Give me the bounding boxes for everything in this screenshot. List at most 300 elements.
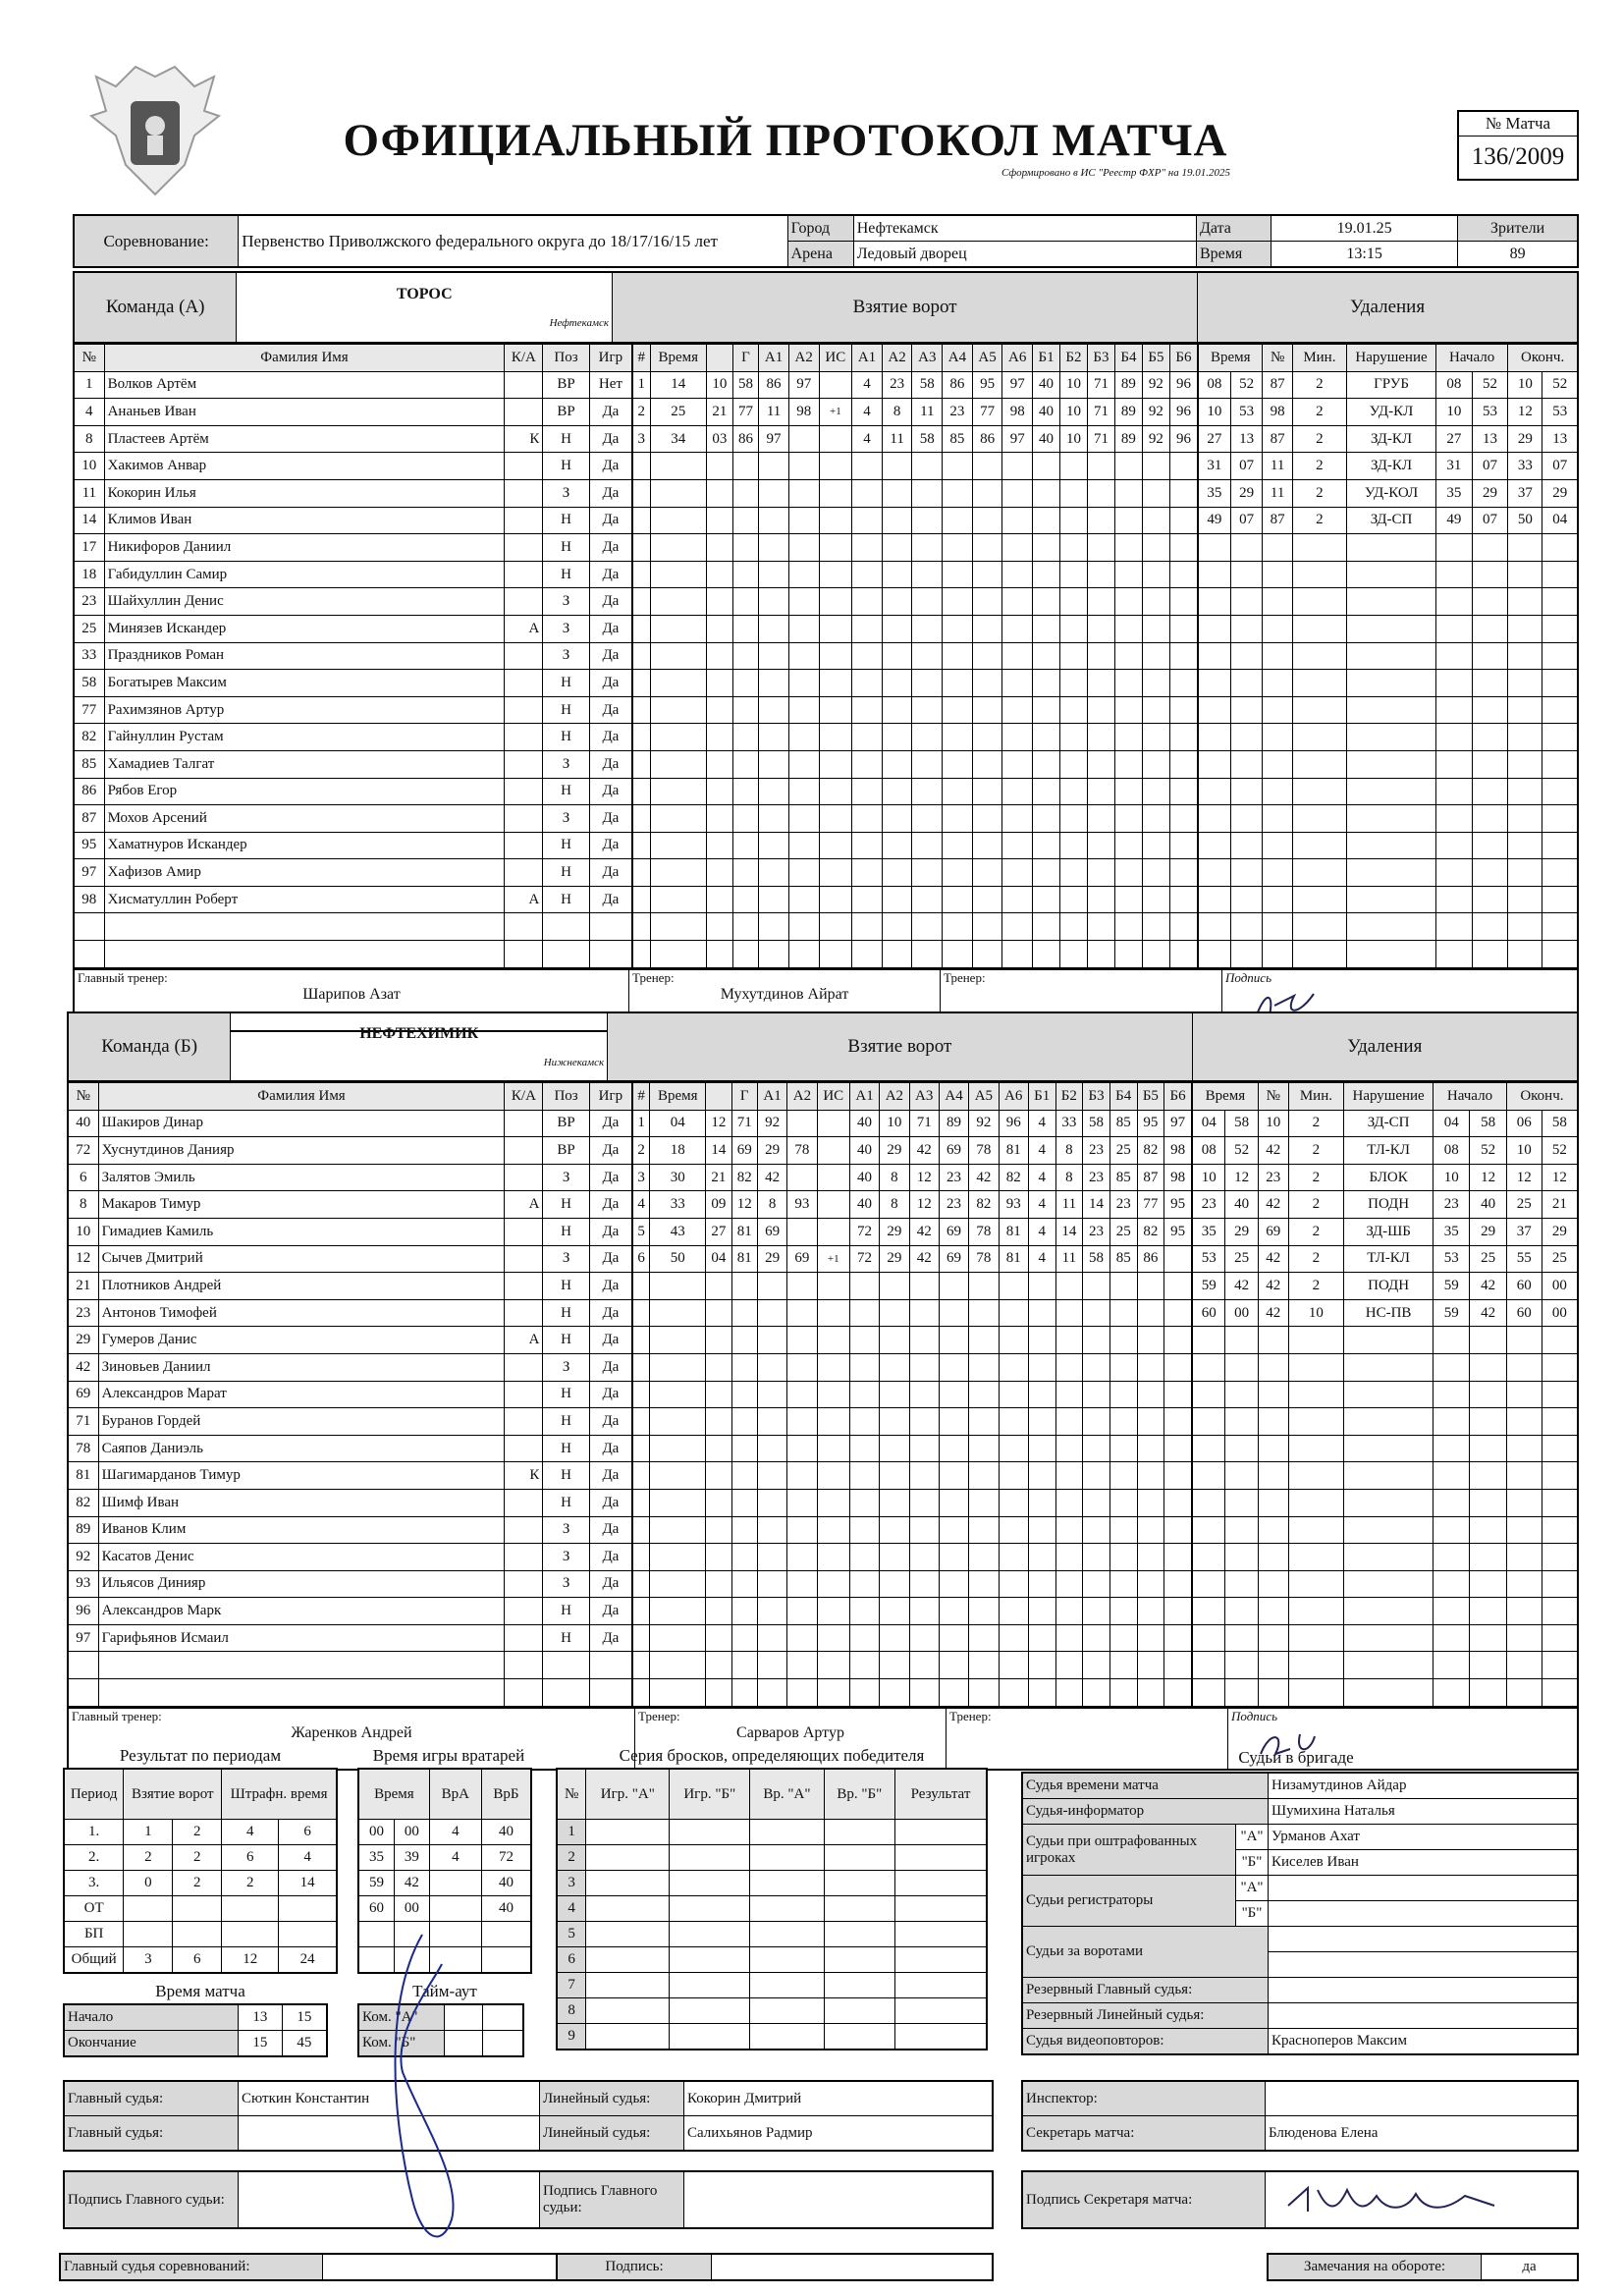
goal-cell <box>939 1273 968 1300</box>
goal-cell <box>939 1408 968 1436</box>
goal-cell <box>817 1218 849 1245</box>
goal-cell <box>1164 1299 1192 1327</box>
penalty-cell <box>1225 1679 1258 1707</box>
goal-cell <box>707 805 733 833</box>
penalty-cell <box>1542 670 1578 697</box>
player-position: Н <box>543 778 589 805</box>
result-cell <box>173 1922 222 1947</box>
penalty-row <box>1199 588 1579 616</box>
goal-cell <box>1109 1516 1137 1544</box>
penalty-cell <box>1470 1624 1506 1652</box>
penalty-cell <box>1225 1544 1258 1571</box>
goal-cell <box>759 696 789 724</box>
goal-cell <box>1087 832 1114 859</box>
result-row <box>64 1820 337 1845</box>
player-played <box>589 1679 631 1707</box>
goal-cell <box>943 886 973 913</box>
comp-sign-table <box>556 2253 994 2281</box>
player-name: Хамадиев Талгат <box>104 750 505 778</box>
player-name: Макаров Тимур <box>98 1191 505 1219</box>
result-cell <box>279 1922 337 1947</box>
roster-row <box>68 1570 632 1598</box>
penalty-cell: 2 <box>1292 371 1346 399</box>
goal-cell <box>999 1462 1028 1490</box>
goal-cell: 96 <box>1169 425 1197 453</box>
goal-cell <box>1033 670 1060 697</box>
penalty-cell: 2 <box>1288 1218 1343 1245</box>
goal-cell <box>732 832 759 859</box>
penalty-cell: 12 <box>1506 1164 1542 1191</box>
goal-cell <box>788 642 819 670</box>
goal-cell <box>880 1273 909 1300</box>
goal-row <box>633 805 1198 833</box>
penalty-cell <box>1292 615 1346 642</box>
penalty-cell: 52 <box>1230 371 1263 399</box>
penalty-cell <box>1263 886 1292 913</box>
goal-cell <box>1164 1516 1192 1544</box>
match-number-box <box>1457 110 1579 181</box>
goal-cell <box>819 778 852 805</box>
goal-cell <box>650 588 707 616</box>
remarks-table <box>1267 2253 1579 2281</box>
goal-cell: 58 <box>912 371 943 399</box>
player-played: Да <box>589 1110 631 1137</box>
goal-cell <box>1002 941 1033 968</box>
col-onice-10: Б4 <box>1109 1083 1137 1111</box>
penalty-cell <box>1436 859 1473 887</box>
goal-cell: 89 <box>1114 399 1142 426</box>
penalty-row <box>1199 479 1579 507</box>
goal-cell <box>1164 1245 1192 1273</box>
goal-cell <box>732 615 759 642</box>
col-goal-time2 <box>706 1083 731 1111</box>
penalty-cell <box>1292 588 1346 616</box>
player-played <box>589 913 631 941</box>
goal-cell <box>999 1353 1028 1381</box>
roster-row <box>74 507 632 534</box>
goal-cell <box>819 859 852 887</box>
goal-cell <box>1060 561 1088 588</box>
col-goal-num: # <box>633 345 651 372</box>
team-a-header <box>73 271 1579 344</box>
player-played: Да <box>589 1381 631 1408</box>
penalty-cell <box>1347 886 1436 913</box>
goal-cell <box>912 588 943 616</box>
penalty-cell <box>1542 805 1578 833</box>
penalty-cell: 2 <box>1288 1191 1343 1219</box>
player-role <box>505 750 543 778</box>
penalty-cell <box>1347 724 1436 751</box>
goal-cell <box>939 1516 968 1544</box>
col-pen-start: Начало <box>1436 345 1508 372</box>
penalty-cell <box>1225 1652 1258 1679</box>
roster-row <box>74 724 632 751</box>
goal-cell <box>1087 778 1114 805</box>
ref-reserve-line: Резервный Линейный судья: <box>1022 2003 1269 2029</box>
penalty-cell <box>1258 1598 1288 1625</box>
team-a-city: Нефтекамск <box>549 317 610 329</box>
timeout-a: Ком. "А" <box>358 2004 445 2031</box>
goal-cell <box>787 1299 817 1327</box>
goal-cell: 95 <box>972 371 1002 399</box>
shootout-cell <box>670 2024 750 2050</box>
goal-cell <box>1142 913 1169 941</box>
goal-cell <box>1002 507 1033 534</box>
penalty-cell <box>1292 913 1346 941</box>
penalty-cell <box>1508 778 1542 805</box>
goal-cell <box>939 1435 968 1462</box>
penalty-row <box>1193 1353 1579 1381</box>
goal-cell <box>633 615 651 642</box>
signature-secretary-icon <box>1269 2176 1524 2219</box>
goal-cell <box>787 1218 817 1245</box>
player-name <box>98 1652 505 1679</box>
goal-cell <box>1055 1652 1083 1679</box>
info-table <box>73 214 1579 268</box>
goal-cell <box>650 805 707 833</box>
col-onice-11: Б5 <box>1142 345 1169 372</box>
penalty-cell <box>1263 534 1292 562</box>
goal-cell <box>1109 1624 1137 1652</box>
goal-cell <box>706 1598 731 1625</box>
goal-cell <box>1060 479 1088 507</box>
goal-cell <box>707 479 733 507</box>
goal-cell <box>819 696 852 724</box>
shootout-cell <box>824 1947 894 1973</box>
penalty-cell <box>1288 1598 1343 1625</box>
goal-cell: 33 <box>650 1191 706 1219</box>
goal-cell <box>732 534 759 562</box>
goal-cell <box>939 1652 968 1679</box>
goal-cell <box>852 534 883 562</box>
team-b-label: Команда (Б) <box>68 1012 231 1081</box>
goal-cell <box>1137 1679 1164 1707</box>
roster-row <box>74 941 632 968</box>
player-number: 86 <box>74 778 104 805</box>
penalty-cell: 69 <box>1258 1218 1288 1245</box>
goal-cell <box>1087 642 1114 670</box>
goal-cell <box>1087 859 1114 887</box>
col-pen-end: Оконч. <box>1508 345 1578 372</box>
roster-row <box>74 453 632 480</box>
penalty-cell: 58 <box>1225 1110 1258 1137</box>
goal-cell <box>633 886 651 913</box>
penalty-cell <box>1434 1679 1470 1707</box>
penalty-cell: 12 <box>1225 1164 1258 1191</box>
roster-row <box>74 750 632 778</box>
penalty-cell <box>1263 724 1292 751</box>
goal-cell <box>633 561 651 588</box>
result-cell: 2 <box>173 1820 222 1845</box>
shootout-cell <box>670 1922 750 1947</box>
roster-row <box>74 561 632 588</box>
goal-cell <box>1109 1435 1137 1462</box>
player-role <box>505 1245 543 1273</box>
goal-cell <box>1002 886 1033 913</box>
goal-cell <box>969 1624 999 1652</box>
penalty-cell <box>1225 1516 1258 1544</box>
goal-cell <box>1060 534 1088 562</box>
col-onice-12: Б6 <box>1169 345 1197 372</box>
penalty-cell <box>1230 913 1263 941</box>
goal-cell: 50 <box>650 1245 706 1273</box>
player-name: Хуснутдинов Данияр <box>98 1137 505 1165</box>
goal-cell: 78 <box>969 1137 999 1165</box>
goal-cell <box>732 941 759 968</box>
goal-cell: 42 <box>909 1218 939 1245</box>
penalty-cell: УД-КЛ <box>1347 399 1436 426</box>
goal-cell <box>1087 507 1114 534</box>
goal-cell <box>1002 642 1033 670</box>
goal-cell <box>972 588 1002 616</box>
col-is: ИС <box>817 1083 849 1111</box>
penalty-cell <box>1434 1489 1470 1516</box>
goal-row <box>633 1652 1192 1679</box>
goal-cell <box>1142 561 1169 588</box>
penalty-cell <box>1508 941 1542 968</box>
penalty-cell <box>1542 1353 1578 1381</box>
player-position: Н <box>543 425 589 453</box>
goal-cell: 81 <box>999 1137 1028 1165</box>
penalty-cell <box>1472 832 1508 859</box>
goal-cell <box>707 534 733 562</box>
player-played: Да <box>589 399 631 426</box>
penalty-row <box>1199 642 1579 670</box>
player-played: Да <box>589 1273 631 1300</box>
penalty-row <box>1193 1164 1579 1191</box>
goal-cell <box>1142 670 1169 697</box>
goal-cell <box>880 1435 909 1462</box>
goal-cell <box>817 1516 849 1544</box>
penalty-cell: ЗД-КЛ <box>1347 425 1436 453</box>
city: Нефтекамск <box>853 215 1196 242</box>
penalty-row <box>1193 1327 1579 1354</box>
penalty-cell <box>1508 724 1542 751</box>
penalty-cell <box>1288 1624 1343 1652</box>
coach2-label: Тренер: <box>949 1708 992 1723</box>
goal-cell <box>880 1652 909 1679</box>
goal-cell <box>1109 1489 1137 1516</box>
result-cell: 6 <box>222 1845 279 1871</box>
player-position: Н <box>543 1327 589 1354</box>
end-label: Окончание <box>64 2031 239 2057</box>
player-number: 58 <box>74 670 104 697</box>
player-number: 33 <box>74 642 104 670</box>
col-pen-end: Оконч. <box>1506 1083 1578 1111</box>
goal-row <box>633 832 1198 859</box>
penalty-cell: 60 <box>1506 1299 1542 1327</box>
goal-cell <box>912 724 943 751</box>
goal-cell <box>1114 670 1142 697</box>
penalty-cell <box>1292 561 1346 588</box>
penalty-cell <box>1263 913 1292 941</box>
shootout-cell <box>895 1820 987 1845</box>
penalty-cell <box>1258 1516 1288 1544</box>
penalty-row <box>1193 1624 1579 1652</box>
goal-cell <box>731 1462 757 1490</box>
goal-cell <box>852 479 883 507</box>
goal-row <box>633 615 1198 642</box>
goal-cell <box>912 859 943 887</box>
roster-row <box>68 1245 632 1273</box>
col-onice-9: Б3 <box>1083 1083 1110 1111</box>
penalty-cell <box>1344 1516 1434 1544</box>
penalty-cell <box>1542 615 1578 642</box>
goal-cell <box>732 805 759 833</box>
player-name: Хафизов Амир <box>104 859 505 887</box>
roster-row <box>74 479 632 507</box>
goal-cell: 14 <box>706 1137 731 1165</box>
player-played: Да <box>589 588 631 616</box>
player-name <box>104 913 505 941</box>
goal-cell <box>1055 1327 1083 1354</box>
goal-cell <box>1055 1516 1083 1544</box>
penalty-cell <box>1436 750 1473 778</box>
goal-cell <box>1142 886 1169 913</box>
goal-cell <box>732 507 759 534</box>
penalty-cell <box>1472 534 1508 562</box>
goal-cell <box>943 696 973 724</box>
goal-row <box>633 1408 1192 1436</box>
penalty-cell <box>1506 1381 1542 1408</box>
shootout-cell <box>895 1845 987 1871</box>
player-number: 21 <box>68 1273 98 1300</box>
goal-cell <box>788 507 819 534</box>
goal-cell <box>969 1327 999 1354</box>
penalty-cell <box>1288 1489 1343 1516</box>
goal-cell <box>1137 1516 1164 1544</box>
penalty-cell <box>1263 805 1292 833</box>
player-position: З <box>543 805 589 833</box>
goal-cell <box>1028 1327 1055 1354</box>
penalty-cell <box>1288 1570 1343 1598</box>
player-role <box>505 1110 543 1137</box>
goal-cell <box>1002 805 1033 833</box>
penalty-cell <box>1436 832 1473 859</box>
player-played: Да <box>589 1408 631 1436</box>
ref-video-label: Судья видеоповторов: <box>1022 2029 1269 2055</box>
shootout-cell <box>586 1998 670 2024</box>
penalty-cell <box>1542 941 1578 968</box>
goal-row <box>633 1273 1192 1300</box>
penalty-cell <box>1434 1353 1470 1381</box>
penalty-row <box>1193 1435 1579 1462</box>
penalty-cell <box>1225 1570 1258 1598</box>
result-cell <box>124 1896 173 1922</box>
col-goal-num: # <box>633 1083 650 1111</box>
goal-cell <box>650 859 707 887</box>
penalty-cell: 29 <box>1508 425 1542 453</box>
secretary-label: Секретарь матча: <box>1022 2116 1266 2152</box>
goal-cell <box>972 534 1002 562</box>
player-position: З <box>543 750 589 778</box>
penalty-cell <box>1472 805 1508 833</box>
goalie-cell: 60 <box>358 1896 395 1922</box>
penalty-cell <box>1508 670 1542 697</box>
goal-cell <box>707 750 733 778</box>
goal-cell <box>849 1489 879 1516</box>
penalty-cell <box>1288 1435 1343 1462</box>
goal-cell: 98 <box>1164 1137 1192 1165</box>
goal-cell <box>1087 941 1114 968</box>
goal-cell: 96 <box>1169 371 1197 399</box>
roster-row <box>74 832 632 859</box>
goal-cell <box>757 1679 786 1707</box>
player-position: Н <box>543 1489 589 1516</box>
shootout-header: Результат <box>895 1769 987 1820</box>
goal-cell <box>633 479 651 507</box>
penalty-cell <box>1199 886 1231 913</box>
goal-cell: 11 <box>1055 1191 1083 1219</box>
goal-cell: 86 <box>732 425 759 453</box>
goal-cell <box>1055 1353 1083 1381</box>
goalie-cell: 40 <box>481 1871 531 1896</box>
result-cell: 2 <box>173 1845 222 1871</box>
player-number: 69 <box>68 1381 98 1408</box>
goal-cell <box>757 1408 786 1436</box>
penalty-cell: 55 <box>1506 1245 1542 1273</box>
penalty-cell <box>1542 1381 1578 1408</box>
penalty-cell <box>1508 750 1542 778</box>
penalty-cell <box>1288 1516 1343 1544</box>
goal-cell <box>849 1273 879 1300</box>
result-cell: 3. <box>64 1871 124 1896</box>
goal-cell <box>706 1489 731 1516</box>
penalty-cell: 07 <box>1472 453 1508 480</box>
goal-cell <box>650 507 707 534</box>
goal-cell <box>912 642 943 670</box>
penalty-cell <box>1542 1516 1578 1544</box>
goal-cell: 42 <box>969 1164 999 1191</box>
goal-cell <box>650 615 707 642</box>
col-goal-time: Время <box>650 1083 706 1111</box>
player-name: Шайхуллин Денис <box>104 588 505 616</box>
goal-cell: 8 <box>1055 1164 1083 1191</box>
goal-cell <box>852 941 883 968</box>
roster-row <box>74 859 632 887</box>
player-number: 10 <box>74 453 104 480</box>
goal-cell: 69 <box>787 1245 817 1273</box>
goal-cell <box>788 534 819 562</box>
goalie-cell: 00 <box>358 1820 395 1845</box>
penalty-cell <box>1292 534 1346 562</box>
goal-cell <box>706 1408 731 1436</box>
goal-row <box>633 588 1198 616</box>
player-name: Гайнуллин Рустам <box>104 724 505 751</box>
result-cell: 3 <box>124 1947 173 1974</box>
team-a-penalties <box>1198 344 1579 968</box>
goal-cell <box>787 1110 817 1137</box>
penalty-cell <box>1436 724 1473 751</box>
penalty-cell: ТЛ-КЛ <box>1344 1137 1434 1165</box>
shootout-num: 7 <box>557 1973 586 1998</box>
player-position <box>543 1679 589 1707</box>
penalty-cell: 52 <box>1472 371 1508 399</box>
arena-label: Арена <box>787 242 853 268</box>
penalty-cell <box>1263 941 1292 968</box>
penalty-cell: 00 <box>1225 1299 1258 1327</box>
goal-cell <box>759 670 789 697</box>
goal-cell <box>1142 507 1169 534</box>
penalty-cell <box>1258 1544 1288 1571</box>
penalty-cell <box>1506 1462 1542 1490</box>
goal-cell <box>706 1570 731 1598</box>
goal-cell <box>1137 1299 1164 1327</box>
player-role: К <box>505 1462 543 1490</box>
goal-cell: 33 <box>1055 1110 1083 1137</box>
penalty-cell <box>1193 1516 1225 1544</box>
goal-cell <box>788 778 819 805</box>
